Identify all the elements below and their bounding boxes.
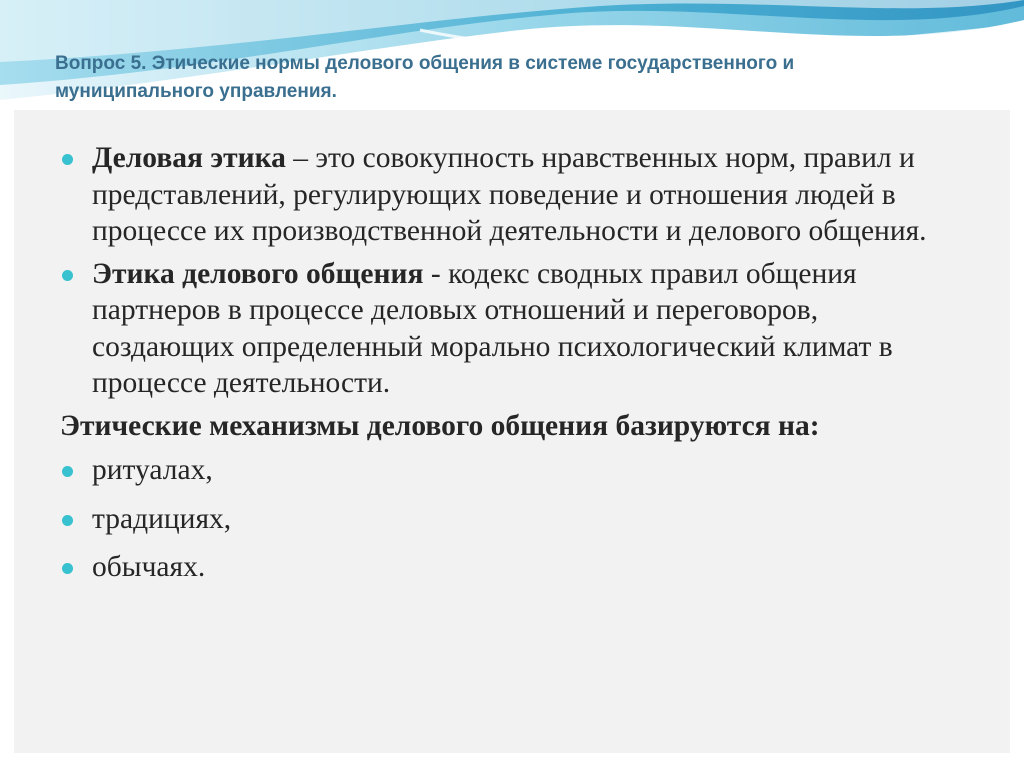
bullet-dot-icon — [62, 270, 73, 281]
definition-term: Деловая этика — [92, 142, 286, 174]
bullet-dot-icon — [62, 154, 73, 165]
bullet-dot-icon — [62, 563, 73, 574]
mechanism-item — [60, 501, 950, 538]
bullet-dot-icon — [62, 466, 73, 477]
mechanism-item — [60, 549, 950, 586]
slide-title: Вопрос 5. Этические нормы делового общения в системе государственного и муниципального управления. — [55, 53, 795, 102]
bullet-dot-icon — [62, 515, 73, 526]
definition-item — [60, 140, 950, 250]
mechanism-label: традициях, — [92, 502, 232, 535]
mechanism-label: обычаях. — [92, 551, 206, 583]
definition-text: кодекс сводных правил общения партнеров в процессе деловых отношений и переговоров, создающих определенный морально психологический климат в процессе деятельности. — [92, 257, 893, 399]
definition-term: Этика делового общения — [92, 257, 424, 290]
mechanism-label: ритуалах, — [92, 454, 213, 486]
definition-separator: – — [285, 142, 316, 174]
slide-content — [60, 140, 950, 598]
definition-item — [60, 256, 950, 402]
mechanisms-heading: Этические механизмы делового общения базируются на: — [60, 409, 820, 442]
definition-separator: - — [423, 257, 449, 290]
mechanism-item — [60, 452, 950, 489]
definition-text: это совокупность нравственных норм, правил и представлений, регулирующих поведение и отношения людей в процессе их производственной деятельности и делового общения. — [92, 142, 927, 247]
